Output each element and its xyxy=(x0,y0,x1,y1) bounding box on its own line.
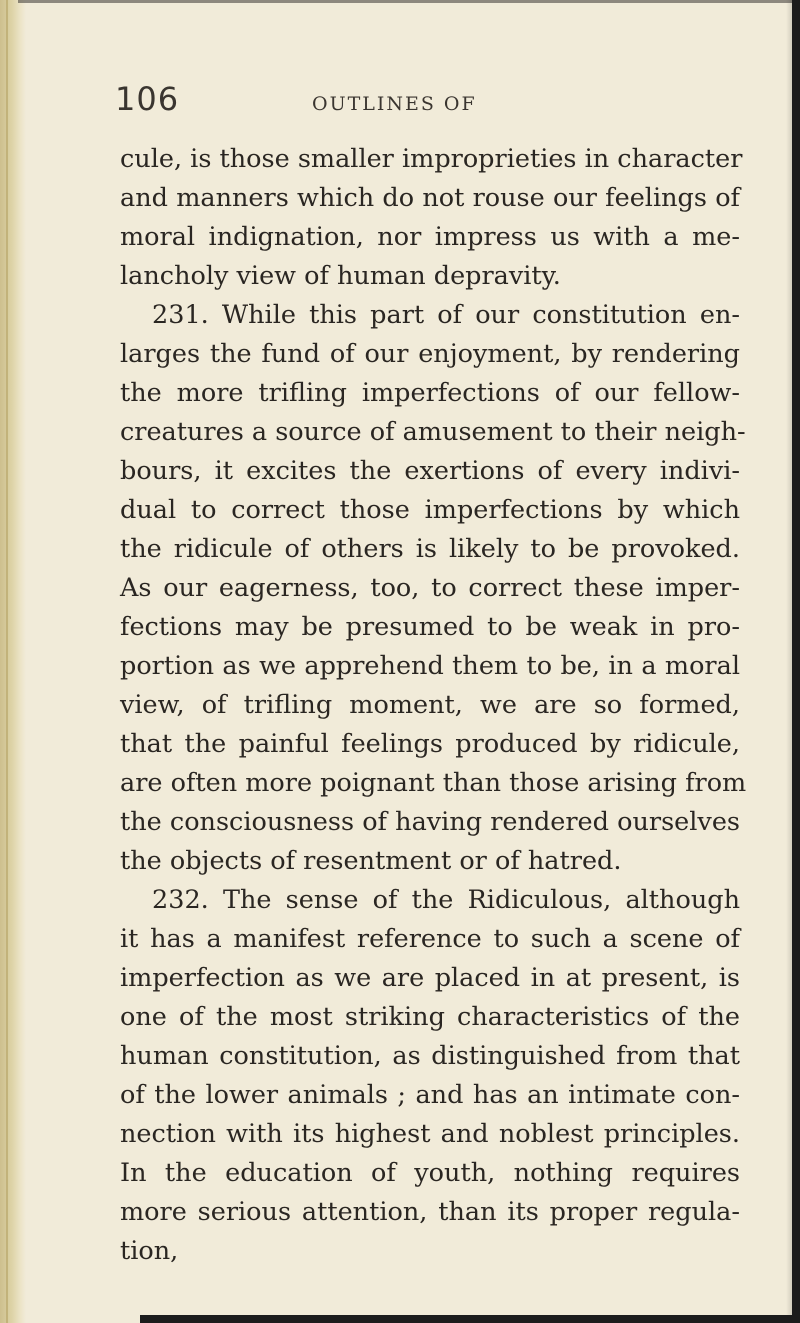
binding-edge-line xyxy=(6,0,8,1323)
paragraph-231-start: 231. While this part of our constitution en- xyxy=(152,300,740,330)
text-line: human constitution, as distinguished from that xyxy=(120,1041,740,1071)
text-line: fections may be presumed to be weak in pro- xyxy=(120,612,740,642)
text-line: and manners which do not rouse our feelings of xyxy=(120,183,740,213)
text-line: larges the fund of our enjoyment, by rendering xyxy=(120,339,740,369)
text-line: creatures a source of amusement to their neigh- xyxy=(120,417,746,447)
text-line: the consciousness of having rendered ourselves xyxy=(120,807,740,837)
text-line: that the painful feelings produced by ridicule, xyxy=(120,729,740,759)
page-right-border xyxy=(792,0,800,1323)
text-line: more serious attention, than its proper regula- xyxy=(120,1197,740,1227)
binding-gutter xyxy=(0,0,26,1323)
text-line: one of the most striking characteristics of the xyxy=(120,1002,740,1032)
text-line: are often more poignant than those arising from xyxy=(120,768,747,798)
body-text xyxy=(120,140,747,1271)
page-bottom-border xyxy=(140,1315,800,1323)
text-line: tion, xyxy=(120,1236,179,1266)
text-line: portion as we apprehend them to be, in a moral xyxy=(120,651,740,681)
text-line: nection with its highest and noblest principles. xyxy=(120,1119,740,1149)
text-line: the more trifling imperfections of our fellow- xyxy=(120,378,740,408)
text-line: bours, it excites the exertions of every indivi- xyxy=(120,456,740,486)
page-number: 106 xyxy=(115,80,180,118)
paragraph-232-start: 232. The sense of the Ridiculous, although xyxy=(152,885,740,915)
text-line: cule, is those smaller improprieties in character xyxy=(120,144,743,174)
text-line: moral indignation, nor impress us with a me- xyxy=(120,222,740,252)
text-line: the objects of resentment or of hatred. xyxy=(120,846,622,876)
text-line: imperfection as we are placed in at present, is xyxy=(120,963,740,993)
running-head: OUTLINES OF xyxy=(312,93,477,115)
text-line: view, of trifling moment, we are so formed, xyxy=(120,690,740,720)
text-line: the ridicule of others is likely to be provoked. xyxy=(120,534,740,564)
text-line: dual to correct those imperfections by which xyxy=(120,495,740,525)
text-line: it has a manifest reference to such a scene of xyxy=(120,924,740,954)
text-line: of the lower animals ; and has an intimate con- xyxy=(120,1080,740,1110)
text-line: lancholy view of human depravity. xyxy=(120,261,561,291)
text-line: As our eagerness, too, to correct these imper- xyxy=(120,573,740,603)
page-top-edge xyxy=(18,0,792,3)
text-line: In the education of youth, nothing requires xyxy=(120,1158,740,1188)
